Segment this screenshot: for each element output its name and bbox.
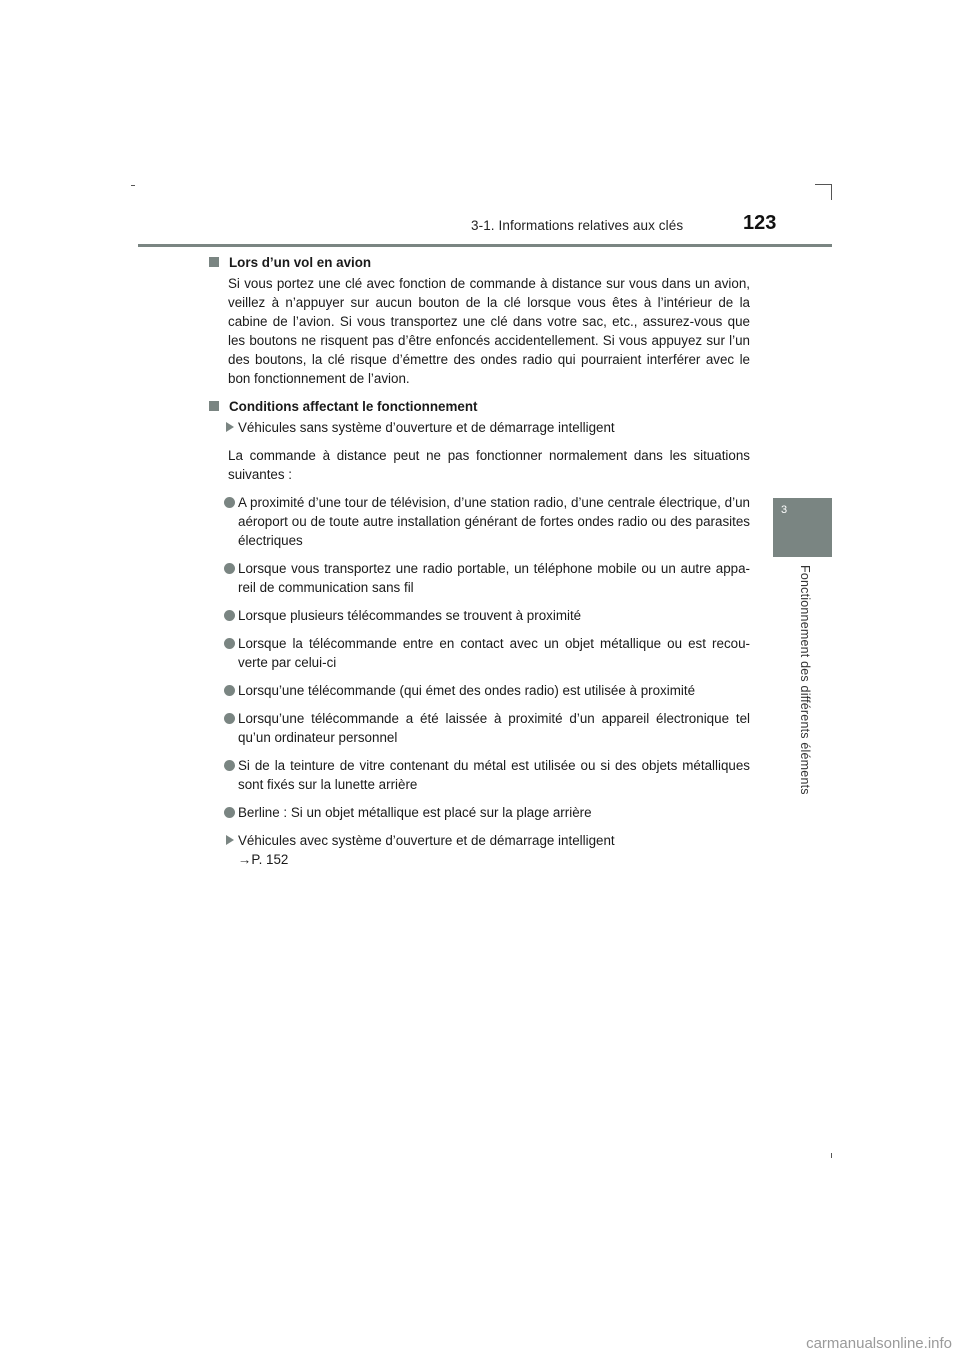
- circle-bullet-icon: [224, 497, 235, 508]
- page-number: 123: [743, 212, 777, 234]
- triangle-arrow-icon: [226, 835, 234, 845]
- list-item-text: Lorsque vous transportez une radio portable, un téléphone mobile ou un autre appa-reil de communication sans fil: [238, 561, 750, 595]
- circle-bullet-icon: [224, 563, 235, 574]
- crop-mark: [831, 1153, 832, 1158]
- list-item: [210, 634, 750, 672]
- list-item: [210, 709, 750, 747]
- header-rule: [138, 244, 832, 247]
- list-item: [210, 606, 750, 625]
- crop-mark: [831, 184, 832, 200]
- circle-bullet-icon: [224, 807, 235, 818]
- section-title: 3-1. Informations relatives aux clés: [471, 218, 684, 233]
- list-item: [210, 756, 750, 794]
- list-item: [210, 559, 750, 597]
- circle-bullet-icon: [224, 610, 235, 621]
- circle-bullet-icon: [224, 685, 235, 696]
- circle-bullet-icon: [224, 760, 235, 771]
- square-bullet-icon: [209, 257, 219, 267]
- circle-bullet-icon: [224, 638, 235, 649]
- circle-bullet-icon: [224, 713, 235, 724]
- heading-text: Lors d’un vol en avion: [229, 255, 372, 270]
- list-item-text: Berline : Si un objet métallique est placé sur la plage arrière: [238, 805, 592, 820]
- chapter-label: Fonctionnement des différents éléments: [798, 565, 812, 795]
- crop-mark: [131, 185, 135, 186]
- heading-text: Conditions affectant le fonctionnement: [229, 399, 478, 414]
- list-item-text: A proximité d’une tour de télévision, d’une station radio, d’une centrale électrique, d’un aéroport ou de toute autre installation générant de fortes ondes radio ou des parasites électriques: [238, 495, 750, 548]
- sub-heading-text: Véhicules avec système d’ouverture et de démarrage intelligent: [238, 833, 615, 848]
- paragraph: Si vous portez une clé avec fonction de commande à distance sur vous dans un avion, veillez à n’appuyer sur aucun bouton de la clé lorsque vous êtes à l’intérieur de la cabine de l’avion. Si vous transportez une clé dans votre sac, etc., assurez-vous que les boutons ne risquent pas d’être enfoncés accidentellement. Si vous appuyez sur l’un des boutons, la clé risque d’émettre des ondes radio qui pourraient interférer avec le bon fonctionnement de l’avion.: [228, 276, 750, 386]
- list-item: [210, 803, 750, 822]
- page-reference-link[interactable]: →P. 152: [238, 852, 289, 867]
- sub-heading: [210, 831, 750, 869]
- paragraph: La commande à distance peut ne pas fonctionner normalement dans les situations suivantes :: [228, 448, 750, 482]
- sub-heading: [210, 418, 750, 437]
- watermark: carmanualsonline.info: [806, 1335, 952, 1352]
- list-item-text: Si de la teinture de vitre contenant du métal est utilisée ou si des objets métalliques sont fixés sur la lunette arrière: [238, 758, 750, 792]
- list-item-text: Lorsqu’une télécommande a été laissée à proximité d’un appareil électronique tel qu’un ordinateur personnel: [238, 711, 750, 745]
- chapter-number: 3: [780, 504, 788, 516]
- list-item-text: Lorsque la télécommande entre en contact avec un objet métallique ou est recou-verte par celui-ci: [238, 636, 750, 670]
- list-item-text: Lorsque plusieurs télécommandes se trouvent à proximité: [238, 608, 582, 623]
- list-item: [210, 681, 750, 700]
- square-bullet-icon: [209, 401, 219, 411]
- list-item: [210, 493, 750, 550]
- section-heading: [210, 253, 750, 272]
- sub-heading-text: Véhicules sans système d’ouverture et de démarrage intelligent: [238, 420, 615, 435]
- triangle-arrow-icon: [226, 422, 234, 432]
- crop-mark: [815, 184, 832, 185]
- page-content: [210, 253, 750, 878]
- list-item-text: Lorsqu’une télécommande (qui émet des ondes radio) est utilisée à proximité: [238, 683, 696, 698]
- section-heading: [210, 397, 750, 416]
